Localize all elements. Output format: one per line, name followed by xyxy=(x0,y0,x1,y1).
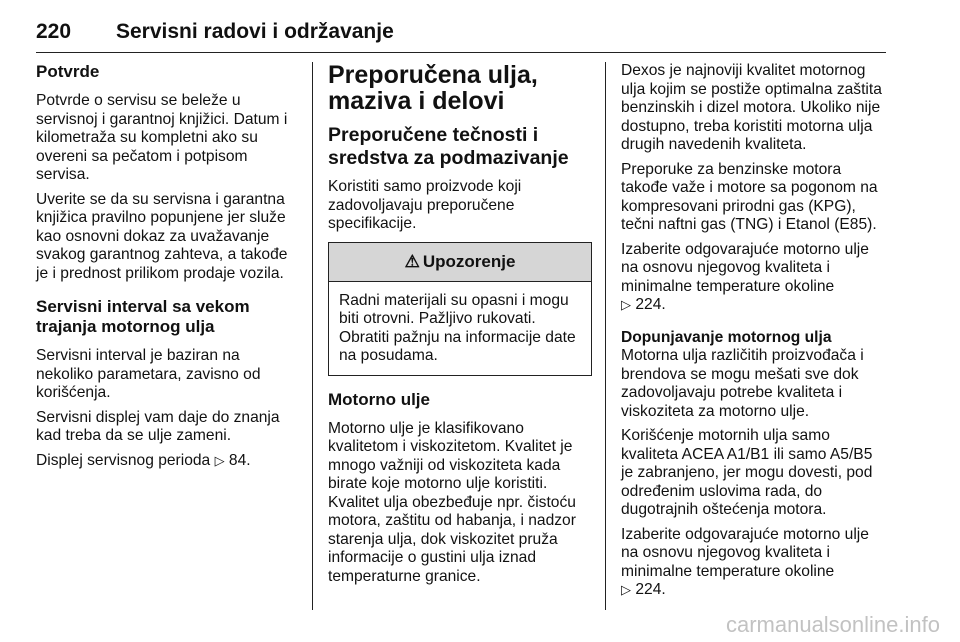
paragraph-with-reference xyxy=(36,452,298,471)
warning-body xyxy=(329,282,591,375)
paragraph: Preporuke za benzinske motora takođe važe i motore sa pogonom na kompresovani prirodni gas (KPG), tečni naftni gas (TNG) i Etanol (E85). xyxy=(621,160,878,233)
heading-potvrde: Potvrde xyxy=(36,62,100,81)
warning-title: Upozorenje xyxy=(422,251,516,271)
column-right xyxy=(621,62,887,606)
subsection-title: Preporučene tečnosti i sredstva za podmazivanje xyxy=(328,124,569,169)
warning-header xyxy=(329,243,591,282)
page-reference-link[interactable]: 84. xyxy=(228,451,251,469)
page-reference-link[interactable]: 224. xyxy=(635,296,666,313)
page-number: 220 xyxy=(36,20,72,43)
warning-triangle-icon: ⚠ xyxy=(404,251,420,271)
column-left xyxy=(36,62,298,476)
paragraph: Koristiti samo proizvode koji zadovoljavaju preporučene specifikacije. xyxy=(328,178,522,232)
reference-text: Izaberite odgovarajuće motorno ulje na osnovu njegovog kvaliteta i minimalne temperature okoline xyxy=(621,525,869,580)
column-divider xyxy=(605,62,606,610)
paragraph: Motorna ulja različitih proizvođača i brendova se mogu mešati sve dok zadovoljavaju potrebe kvaliteta i viskoziteta za motorno ulje. xyxy=(621,347,864,420)
watermark: carmanualsonline.info xyxy=(725,612,940,637)
column-divider xyxy=(312,62,313,610)
paragraph: Servisni displej vam daje do znanja kad treba da se ulje zameni. xyxy=(36,408,280,444)
page-reference-link[interactable]: 224. xyxy=(635,581,666,598)
reference-text: Displej servisnog perioda xyxy=(36,451,211,469)
paragraph: Servisni interval je baziran na nekoliko parametara, zavisno od korišćenja. xyxy=(36,347,261,401)
paragraph-with-reference xyxy=(621,241,887,315)
heading-motorno-ulje: Motorno ulje xyxy=(328,389,430,409)
paragraph: Korišćenje motornih ulja samo kvaliteta ACEA A1/B1 ili samo A5/B5 je zabranjeno, jer mogu dovesti, pod određenim uslovima rada, do dugotrajnih oštećenja motora. xyxy=(621,427,873,518)
section-title: Preporučena ulja, maziva i delovi xyxy=(328,61,538,115)
reference-text: Izaberite odgovarajuće motorno ulje na osnovu njegovog kvaliteta i minimalne temperature okoline xyxy=(621,240,869,295)
page-title: Servisni radovi i održavanje xyxy=(116,20,394,43)
heading-servisni-interval: Servisni interval sa vekom trajanja motornog ulja xyxy=(36,297,250,336)
paragraph: Motorno ulje je klasifikovano kvalitetom i viskozitetom. Kvalitet je mnogo važniji od viskoziteta kada birate koje motorno ulje koristiti. Kvalitet ulja obezbeđuje npr. čistoću motora, zaštitu od habanja, i nadzor starenja ulja, dok viskozitet pruža informacije o gustini ulja iznad temperaturne granice. xyxy=(328,419,576,585)
warning-text: Radni materijali su opasni i mogu biti otrovni. Pažljivo rukovati. Obratiti pažnju na informacije date na posudama. xyxy=(339,291,576,364)
paragraph: Dexos je najnoviji kvalitet motornog ulja kojim se postiže optimalna zaštita benzinskih i dizel motora. Ukoliko nije dostupno, treba koristiti motorna ulja drugih navedenih kvaliteta. xyxy=(621,62,882,153)
paragraph-with-reference xyxy=(621,526,887,600)
column-middle xyxy=(328,62,592,592)
page-reference-icon: ▷ xyxy=(621,582,631,597)
heading-dopunjavanje: Dopunjavanje motornog ulja xyxy=(621,328,832,346)
page-reference-icon: ▷ xyxy=(214,452,225,468)
warning-box xyxy=(328,242,592,376)
paragraph: Potvrde o servisu se beleže u servisnoj i garantnoj knjižici. Datum i kilometraža su kompletni ako su overeni sa pečatom i potpisom servisa. xyxy=(36,92,288,183)
page-reference-icon: ▷ xyxy=(621,297,631,312)
page-header xyxy=(36,14,886,53)
paragraph: Uverite se da su servisna i garantna knjižica pravilno popunjene jer služe kao osnovni dokaz za uvažavanje svakog garantnog zahteva, a takođe je i prednost prilikom prodaje vozila. xyxy=(36,190,288,282)
